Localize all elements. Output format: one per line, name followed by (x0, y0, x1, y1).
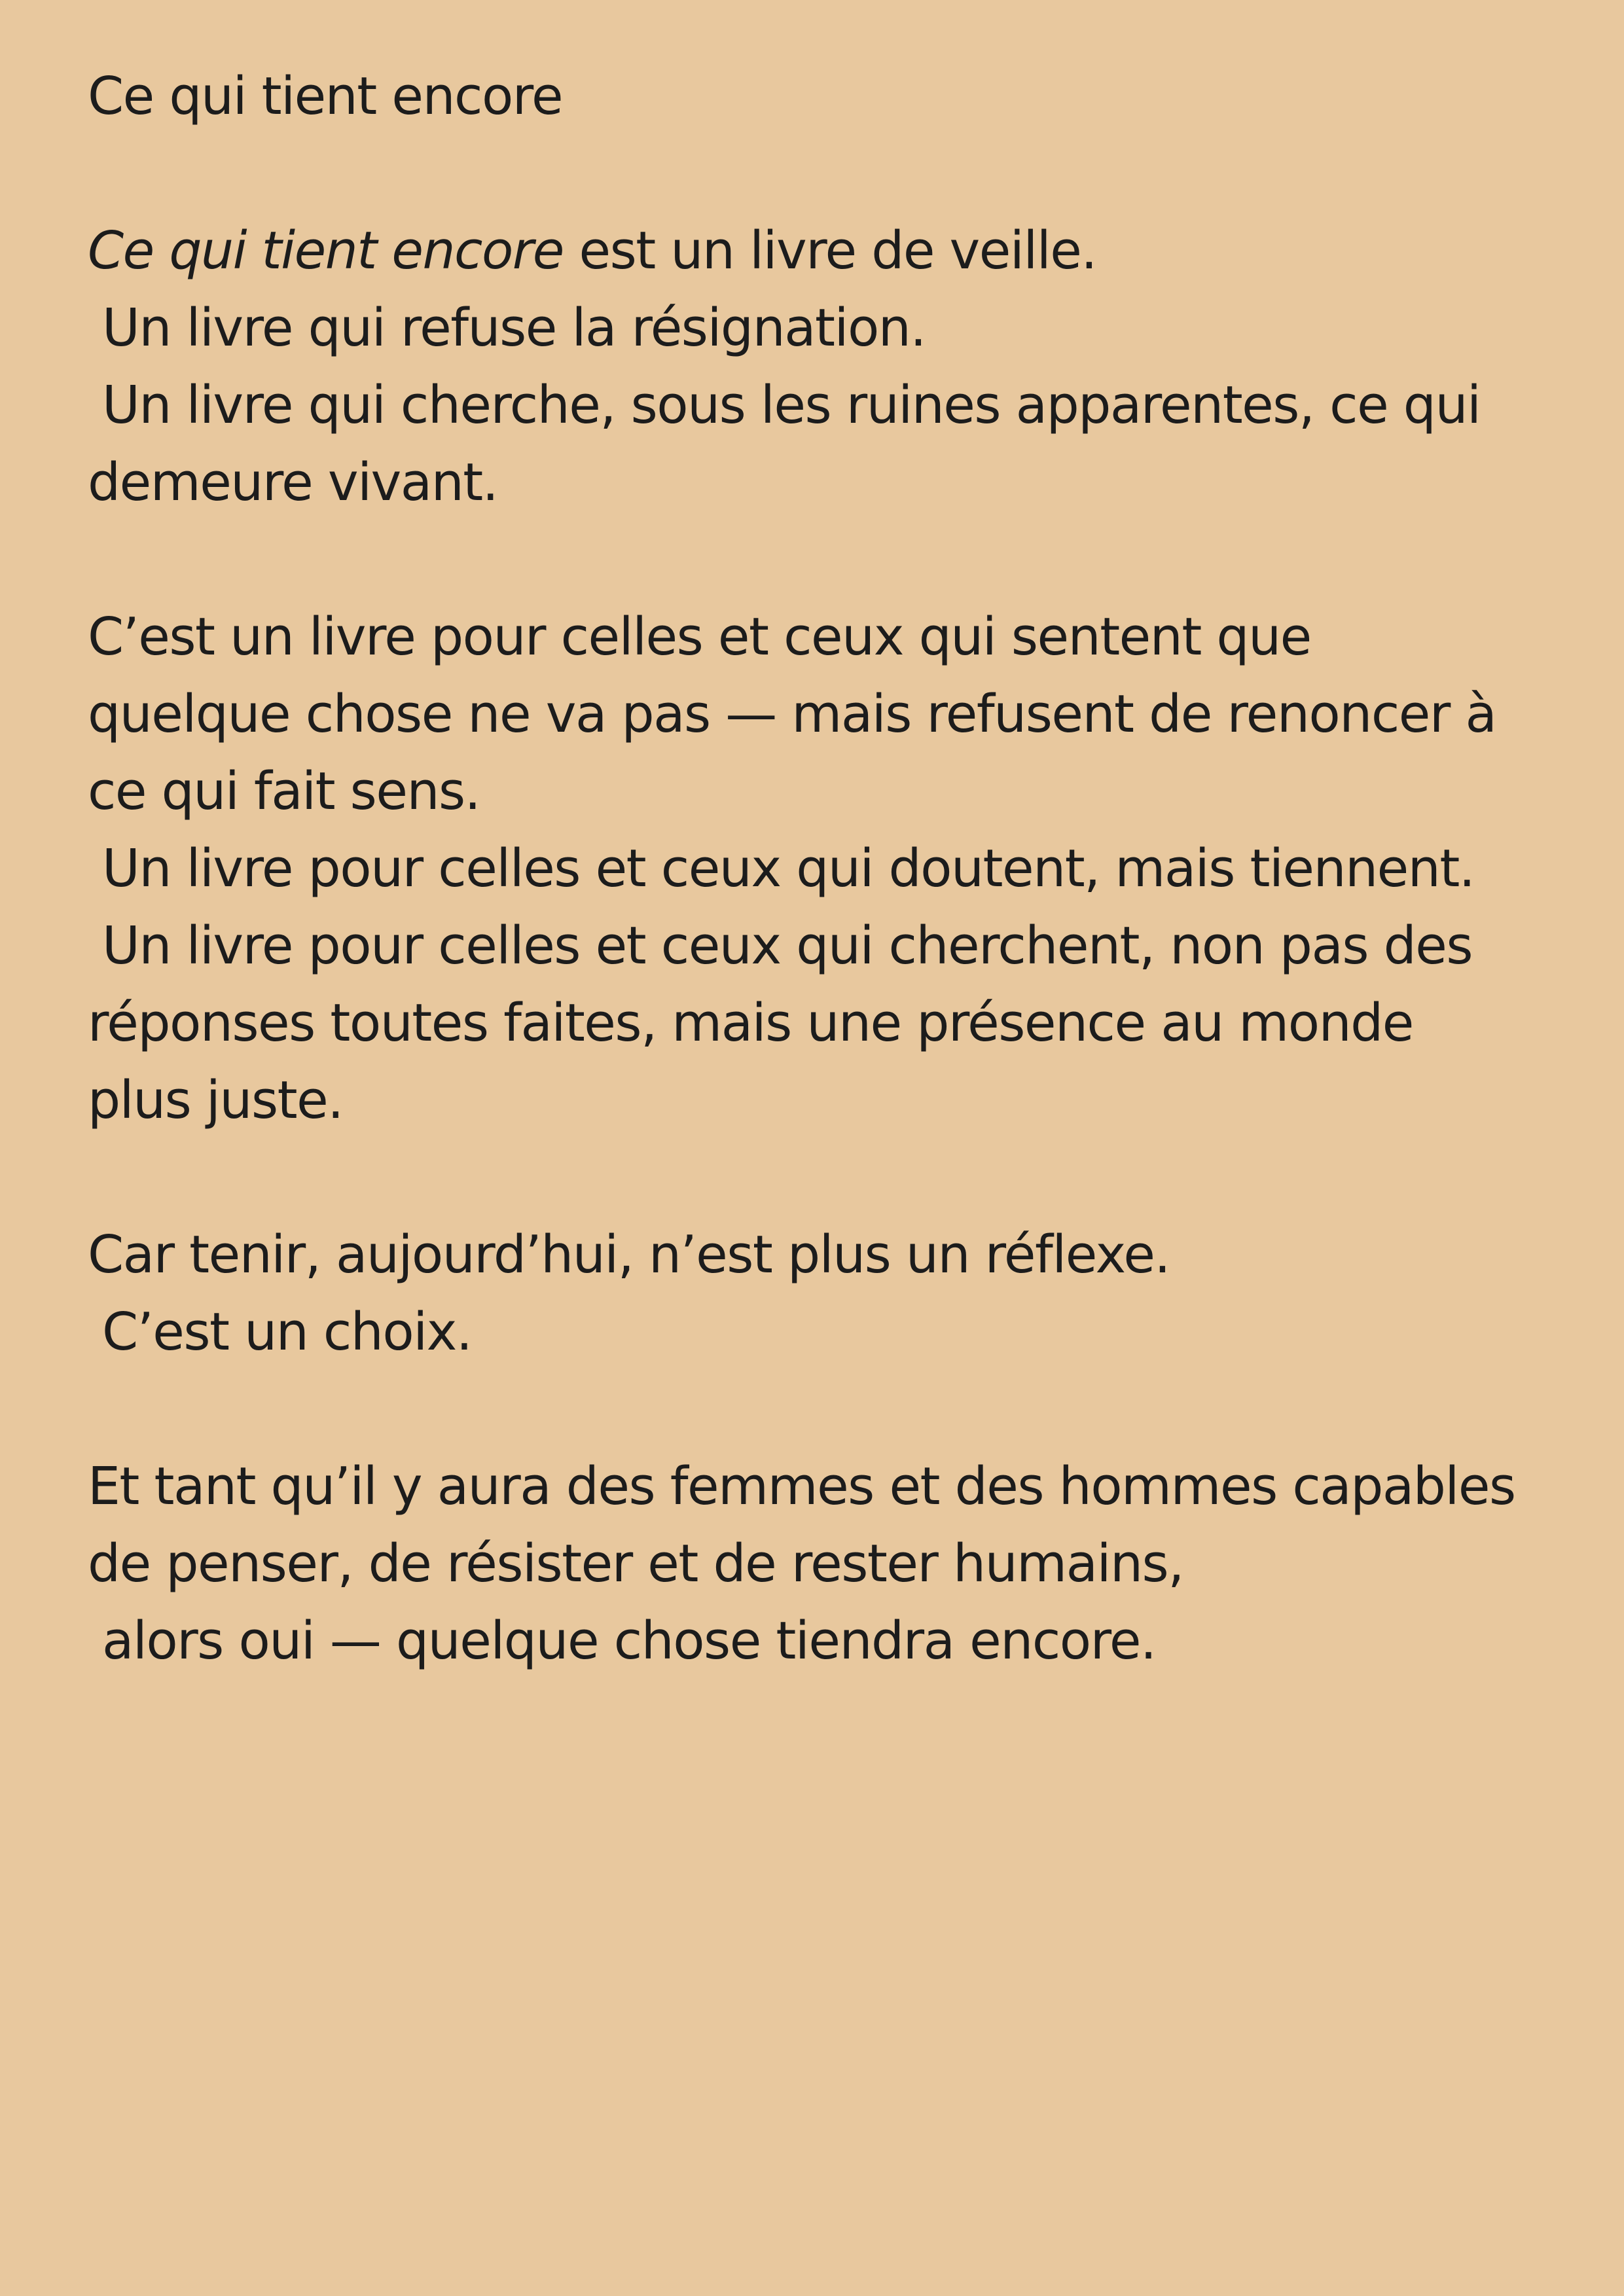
text-line: ce qui fait sens. (88, 761, 480, 821)
text-line: plus juste. (88, 1070, 343, 1130)
line-continuation: est un livre de veille. (563, 221, 1096, 281)
text-line: Un livre qui cherche, sous les ruines apparentes, ce qui (102, 375, 1481, 435)
text-line: alors oui — quelque chose tiendra encore. (102, 1611, 1156, 1671)
document-title: Ce qui tient encore (88, 66, 563, 126)
text-line: Un livre pour celles et ceux qui doutent, mais tiennent. (102, 838, 1475, 899)
text-line: Un livre pour celles et ceux qui cherchent, non pas des (102, 916, 1473, 976)
text-line: C’est un livre pour celles et ceux qui sentent que (88, 607, 1311, 667)
text-line: Et tant qu’il y aura des femmes et des hommes capables (88, 1456, 1515, 1516)
text-line: de penser, de résister et de rester humains, (88, 1534, 1183, 1594)
text-line (88, 212, 1593, 289)
paragraph-2 (88, 598, 1593, 1139)
paragraph-1 (88, 212, 1593, 521)
book-title-italic: Ce qui tient encore (88, 221, 564, 281)
paragraph-3 (88, 1216, 1593, 1371)
document-page (88, 58, 1593, 1757)
text-line: quelque chose ne va pas — mais refusent de renoncer à (88, 684, 1496, 744)
paragraph-4 (88, 1448, 1593, 1679)
text-line: C’est un choix. (102, 1302, 472, 1362)
text-line: demeure vivant. (88, 452, 498, 512)
text-line: Un livre qui refuse la résignation. (102, 298, 926, 358)
text-line: Car tenir, aujourd’hui, n’est plus un réflexe. (88, 1225, 1170, 1285)
text-line: réponses toutes faites, mais une présence au monde (88, 993, 1413, 1053)
